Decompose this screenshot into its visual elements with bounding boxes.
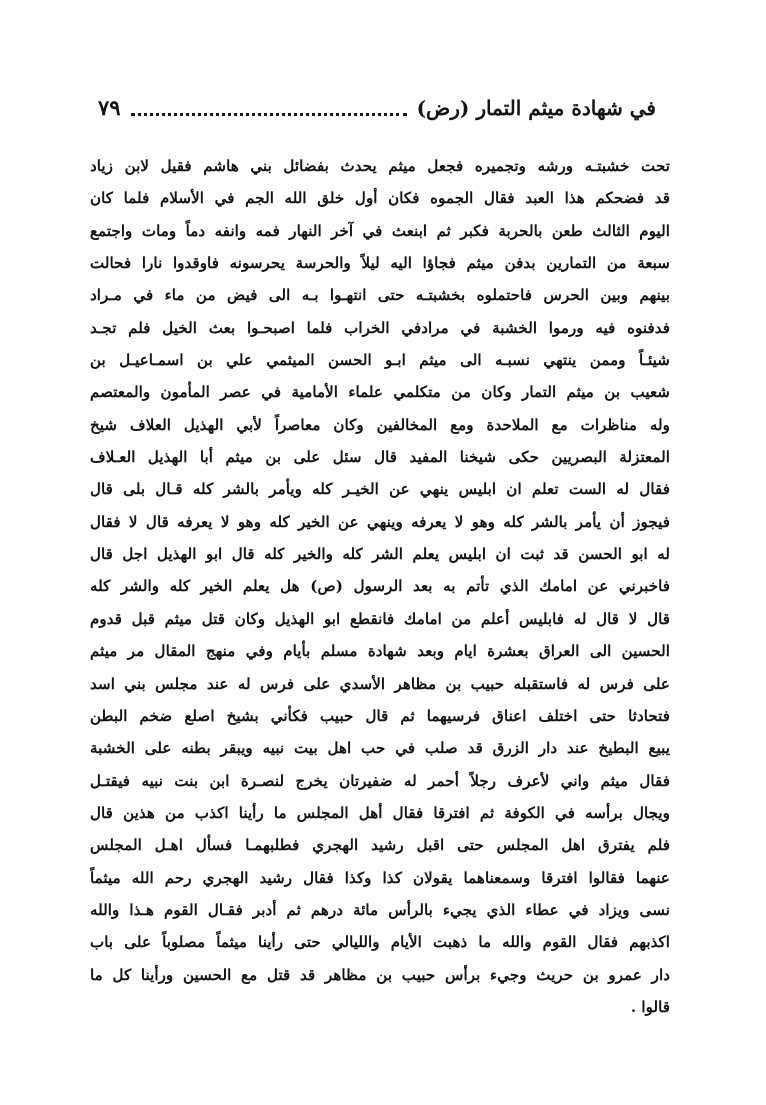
body-text [90, 150, 670, 1023]
page-number: ٧٩ [98, 95, 121, 120]
text-line: تحت خشبتـه ورشه وتجميره فجعل ميثم يحدث بفضائل بني هاشم فقيل لابن زياد [90, 157, 670, 175]
text-line: شيئـاً وممن ينتهي نسبـه الى ميثم ابـو الحسن الميثمي علي بن اسمـاعيـل بن [90, 351, 670, 370]
running-header [98, 86, 656, 124]
text-line: له ابو الحسن قد ثبت ان ابليس يعلم الشر كله والخير كله قال ابو الهذيل اجل قال [90, 545, 670, 564]
text-line: اكذبهم فقال القوم والله ما ذهبت الأيام والليالي حتى رأينا ميثماً مصلوباً على باب [90, 933, 670, 952]
text-line: فاخبرني عن امامك الذي تأتم به بعد الرسول (ص) هل يعلم الخير كله والشر كله [90, 577, 670, 596]
text-line: شعيب بن ميثم التمار وكان من متكلمي علماء الأمامية في عصر المأمون والمعتصم [90, 383, 670, 402]
text-line: فتحادثا حتى اختلف اعناق فرسيهما ثم قال حبيب فكأني بشيخ اصلع ضخم البطن [90, 706, 670, 725]
text-line: يبيع البطيخ عند دار الزرق قد صلب في حب اهل بيت نبيه ويبقر بطنه على الخشبة [90, 739, 670, 758]
dotted-leader [131, 113, 407, 116]
text-line: قال لا قال له فابليس أعلم من امامك فانقطع ابو الهذيل وكان قتل ميثم قبل قدوم [90, 609, 670, 628]
text-line: فدفنوه فيه ورموا الخشبة في مرادفي الخراب فلما اصبحـوا بعث الخيل فلم تجـد [90, 318, 670, 337]
text-line-last: قالوا . [630, 997, 670, 1016]
text-line: سبعة من التمارين بدفن ميثم فجاؤا اليه ليلاً والحرسة يحرسونه فاوقدوا نارا فحالت [90, 254, 670, 273]
text-line: فقال له الست تعلم ان ابليس ينهي عن الخيـر كله ويأمر بالشر كله قـال بلى قال [90, 480, 670, 499]
text-line: عنهما فقالوا افترقا وسمعناهما يقولان كذا وكذا فقال رشيد الهجري رحم الله ميثماً [90, 868, 670, 887]
text-line: بينهم وبين الحرس فاحتملوه بخشبتـه حتى انتهـوا بـه الى فيض من ماء في مـراد [90, 286, 670, 305]
text-line: دار عمرو بن حريث وجيء برأس حبيب بن مظاهر قد قتل مع الحسين ورأينا كل ما [90, 965, 670, 984]
text-line: نسى ويزاد في عطاء الذي يجيء بالرأس مائة درهم ثم أدبر فقـال القوم هـذا والله [90, 900, 670, 919]
text-line: اليوم الثالث طعن بالحربة فكبر ثم ابنعث في آخر النهار فمه وانفه دماً ومات واجتمع [90, 221, 670, 240]
text-line: وله مناظرات مع الملاحدة ومع المخالفين وكان معاصراً لأبي الهذيل العلاف شيخ [90, 415, 670, 434]
text-line: المعتزلة البصريين حكى شيخنا المفيد قال سئل على بن ميثم أبا الهذيل العـلاف [90, 448, 670, 467]
text-line: على فرس له فاستقبله حبيب بن مظاهر الأسدي على فرس له عند مجلس بني اسد [90, 674, 670, 693]
text-line: فقال ميثم واني لأعرف رجلاً أحمر له ضفيرتان يخرج لنصـرة ابن بنت نبيه فيقتـل [90, 771, 670, 790]
running-title: في شهادة ميثم التمار (رض) [416, 96, 656, 120]
text-line: ويجال برأسه في الكوفة ثم افترقا فقال أهل المجلس ما رأينا اكذب من هذين قال [90, 803, 670, 822]
text-line: قد فضحكم هذا العبد فقال الجموه فكان أول خلق الله الجم في الأسلام فلما كان [90, 189, 670, 208]
text-line: فلم يفترق اهل المجلس حتى اقبل رشيد الهجري فطلبهمـا فسأل اهـل المجلس [90, 836, 670, 855]
text-line: فيجوز أن يأمر بالشر كله وهو لا يعرفه وينهي عن الخير كله وهو لا يعرفه قال لا فقال [90, 512, 670, 531]
text-line: الحسين الى العراق بعشرة ايام وبعد شهادة مسلم بأيام وفي منهج المقال مر ميثم [90, 642, 670, 661]
